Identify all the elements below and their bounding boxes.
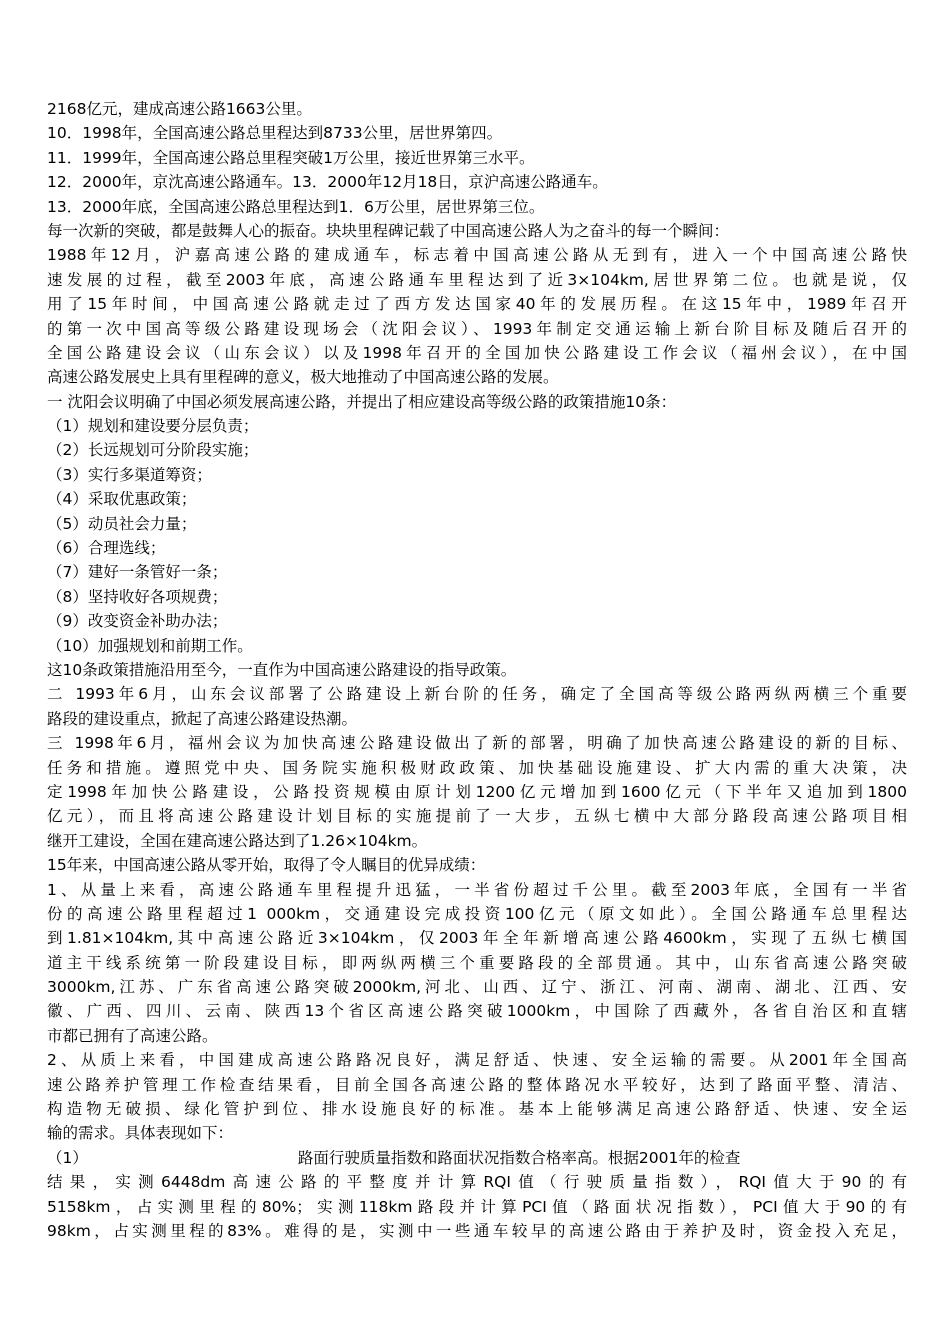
document-tail xyxy=(47,1170,907,1243)
document-page xyxy=(47,97,907,1243)
text-line: 二 1993年6月，山东会议部署了公路建设上新台阶的任务，确定了全国高等级公路两纵两横三个重要 xyxy=(47,685,907,704)
text-line: 三 1998年6月，福州会议为加快高速公路建设做出了新的部署，明确了加快高速公路建设的新的目标、 xyxy=(47,734,907,753)
text-line: 这10条政策措施沿用至今，一直作为中国高速公路建设的指导政策。 xyxy=(47,660,517,679)
text-line: 市都已拥有了高速公路。 xyxy=(47,1026,218,1045)
text-line: 继开工建设，全国在建高速公路达到了1.26×104km。 xyxy=(47,831,428,850)
text-line: 11．1999年，全国高速公路总里程突破1万公里，接近世界第三水平。 xyxy=(47,148,535,167)
text-line: 结果，实测6448dm高速公路的平整度并计算RQI值（行驶质量指数），RQI值大于90的有 xyxy=(47,1173,907,1192)
document-body xyxy=(47,97,907,1146)
text-line: 3000km,江苏、广东省高速公路突破2000km,河北、山西、辽宁、浙江、河南、湖南、湖北、江西、安 xyxy=(47,978,907,997)
text-line: 任务和措施。遵照党中央、国务院实施积极财政政策、加快基础设施建设、扩大内需的重大决策，决 xyxy=(47,758,907,777)
text-line: 12．2000年，京沈高速公路通车。13．2000年12月18日，京沪高速公路通车。 xyxy=(47,173,608,192)
text-line: 路段的建设重点，掀起了高速公路建设热潮。 xyxy=(47,709,358,728)
text-line: 的第一次中国高等级公路建设现场会（沈阳会议）、1993年制定交通运输上新台阶目标及随后召开的 xyxy=(47,319,907,338)
text-line: 徽、广西、四川、云南、陕西13个省区高速公路突破1000km，中国除了西藏外，各省自治区和直辖 xyxy=(47,1002,907,1021)
text-line: 亿元），而且将高速公路建设计划目标的实施提前了一大步，五纵七横中大部分路段高速公路项目相 xyxy=(47,807,907,826)
text-line: （6）合理选线； xyxy=(47,539,166,558)
text-line: 10．1998年，全国高速公路总里程达到8733公里，居世界第四。 xyxy=(47,124,503,143)
text-line: 1988年12月，沪嘉高速公路的建成通车，标志着中国高速公路从无到有，进入一个中国高速公路快 xyxy=(47,246,907,265)
text-line: 到1.81×104km,其中高速公路近3×104km，仅2003年全年新增高速公路4600km，实现了五纵七横国 xyxy=(47,929,907,948)
text-line: 速公路养护管理工作检查结果看，目前全国各高速公路的整体路况水平较好，达到了路面平整、清洁、 xyxy=(47,1075,907,1094)
text-line: 速发展的过程，截至2003年底，高速公路通车里程达到了近3×104km,居世界第二位。也就是说，仅 xyxy=(47,270,907,289)
text-line: 道主干线系统第一阶段建设目标，即两纵两横三个重要路段的全部贯通。其中，山东省高速公路突破 xyxy=(47,953,907,972)
split-line xyxy=(47,1146,907,1170)
text-line: 用了15年时间，中国高速公路就走过了西方发达国家40年的发展历程。在这15年中，1989年召开 xyxy=(47,295,907,314)
text-line: 输的需求。具体表现如下： xyxy=(47,1124,234,1143)
text-line: 2、从质上来看，中国建成高速公路路况良好，满足舒适、快速、安全运输的需要。从2001年全国高 xyxy=(47,1051,907,1070)
text-line: （1）规划和建设要分层负责； xyxy=(47,417,259,436)
text-line: 高速公路发展史上具有里程碑的意义，极大地推动了中国高速公路的发展。 xyxy=(47,368,559,387)
text-line: （9）改变资金补助办法； xyxy=(47,612,228,631)
text-line: 一 沈阳会议明确了中国必须发展高速公路，并提出了相应建设高等级公路的政策措施10条： xyxy=(47,392,677,411)
text-line: 13．2000年底，全国高速公路总里程达到1．6万公里，居世界第三位。 xyxy=(47,197,545,216)
text-line: 5158km，占实测里程的80%；实测118km路段并计算PCI值（路面状况指数），PCI值大于90的有 xyxy=(47,1197,907,1216)
text-line: 构造物无破损、绿化管护到位、排水设施良好的标准。基本上能够满足高速公路舒适、快速、安全运 xyxy=(47,1100,907,1119)
text-line: 每一次新的突破，都是鼓舞人心的振奋。块块里程碑记载了中国高速公路人为之奋斗的每一个瞬间： xyxy=(47,221,730,240)
text-line: （4）采取优惠政策； xyxy=(47,490,197,509)
text-line: 1、从量上来看，高速公路通车里程提升迅猛，一半省份超过千公里。截至2003年底，全国有一半省 xyxy=(47,880,907,899)
text-line: 98km，占实测里程的83%。难得的是，实测中一些通车较早的高速公路由于养护及时，资金投入充足， xyxy=(47,1221,907,1240)
text-line: （10）加强规划和前期工作。 xyxy=(47,636,253,655)
text-line: 15年来，中国高速公路从零开始，取得了令人瞩目的优异成绩： xyxy=(47,856,486,875)
text-line: （3）实行多渠道筹资； xyxy=(47,465,212,484)
text-line: （2）长远规划可分阶段实施； xyxy=(47,441,259,460)
split-line-left: （1） xyxy=(47,1148,88,1167)
text-line: 份的高速公路里程超过1 000km，交通建设完成投资100亿元（原文如此）。全国公路通车总里程达 xyxy=(47,904,907,923)
text-line: （5）动员社会力量； xyxy=(47,514,197,533)
text-line: （8）坚持收好各项规费； xyxy=(47,587,228,606)
text-line: （7）建好一条管好一条； xyxy=(47,563,228,582)
split-line-right: 路面行驶质量指数和路面状况指数合格率高。根据2001年的检查 xyxy=(297,1148,741,1167)
text-line: 全国公路建设会议（山东会议）以及1998年召开的全国加快公路建设工作会议（福州会议），在中国 xyxy=(47,343,907,362)
text-line: 定1998年加快公路建设，公路投资规模由原计划1200亿元增加到1600亿元（下半年又追加到1800 xyxy=(47,782,907,801)
text-line: 2168亿元，建成高速公路1663公里。 xyxy=(47,100,312,118)
